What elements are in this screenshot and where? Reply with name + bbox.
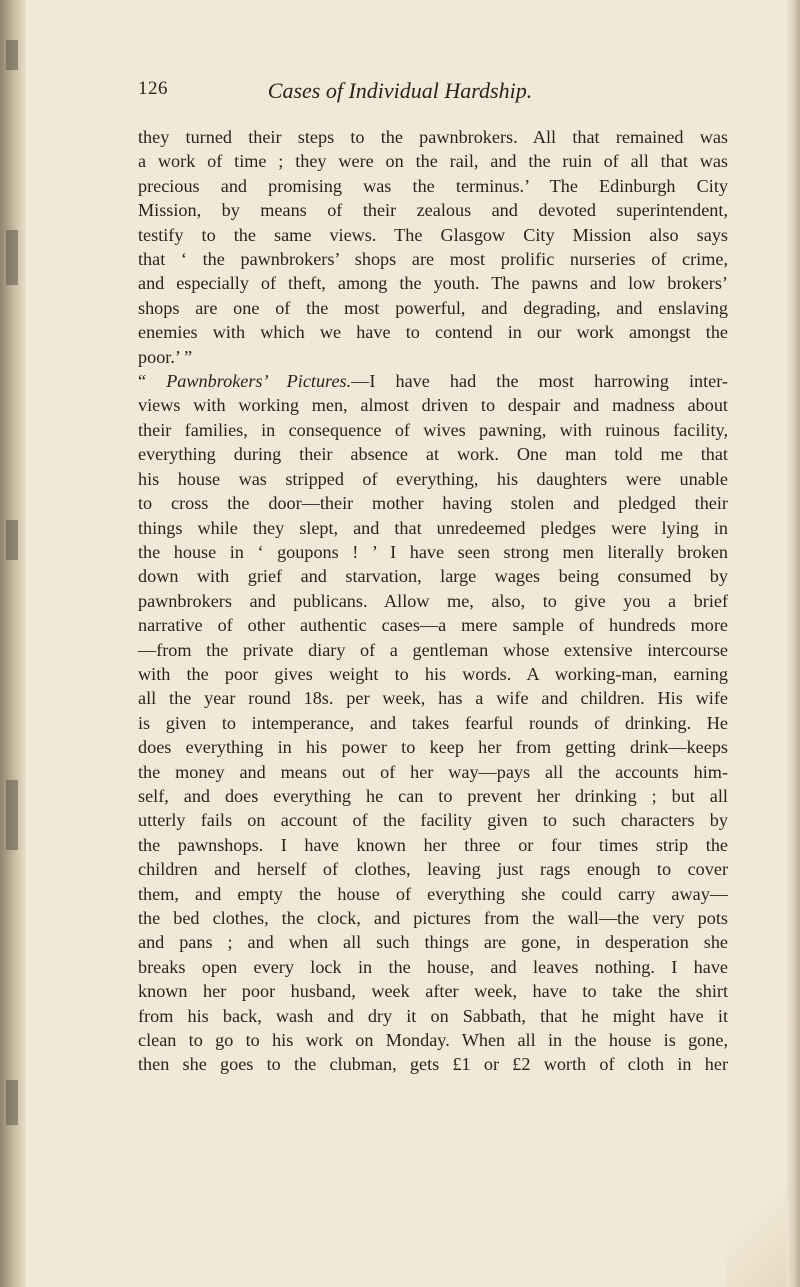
text-line: with the poor gives weight to his words. A working-man, earning (138, 663, 728, 684)
text-line: narrative of other authentic cases—a mere sample of hundreds more (138, 615, 728, 636)
spine-stain (6, 40, 18, 70)
text-line: down with grief and starvation, large wages being consumed by (138, 566, 728, 587)
body-text (138, 125, 728, 1077)
text-line: precious and promising was the terminus.’ The Edinburgh City (138, 175, 728, 196)
page-header (0, 78, 800, 108)
text-line: everything during their absence at work. One man told me that (138, 444, 728, 465)
text-line: all the year round 18s. per week, has a wife and children. His wife (138, 688, 728, 709)
text-line: pawnbrokers and publicans. Allow me, also, to give you a brief (138, 590, 728, 611)
text-line: views with working men, almost driven to despair and madness about (138, 395, 728, 416)
text-line: Mission, by means of their zealous and devoted superintendent, (138, 200, 728, 221)
text-line: testify to the same views. The Glasgow City Mission also says (138, 224, 728, 245)
text-line: breaks open every lock in the house, and leaves nothing. I have (138, 956, 728, 977)
text-line: and especially of theft, among the youth. The pawns and low brokers’ (138, 273, 728, 294)
book-spine-shadow (0, 0, 26, 1287)
spine-stain (6, 780, 18, 850)
text-line: his house was stripped of everything, his daughters were unable (138, 468, 728, 489)
text-line: is given to intemperance, and takes fearful rounds of drinking. He (138, 712, 728, 733)
page-edge-shadow (786, 0, 800, 1287)
text-line: enemies with which we have to contend in our work amongst the (138, 322, 728, 343)
spine-stain (6, 230, 18, 285)
text-line: and pans ; and when all such things are gone, in desperation she (138, 932, 728, 953)
text-line: children and herself of clothes, leaving just rags enough to cover (138, 859, 728, 880)
text-line: the bed clothes, the clock, and pictures from the wall—the very pots (138, 908, 728, 928)
text-line: their families, in consequence of wives pawning, with ruinous facility, (138, 419, 728, 440)
page-corner-stain (726, 1167, 786, 1287)
text-line: they turned their steps to the pawnbrokers. All that remained was (138, 127, 728, 147)
text-line: known her poor husband, week after week, have to take the shirt (138, 981, 728, 1002)
text-line: that ‘ the pawnbrokers’ shops are most prolific nurseries of crime, (138, 249, 728, 270)
text-line: them, and empty the house of everything she could carry away— (138, 883, 728, 904)
text-line: utterly fails on account of the facility given to such characters by (138, 810, 728, 831)
text-line: the money and means out of her way—pays all the accounts him- (138, 761, 728, 782)
text-line: does everything in his power to keep her from getting drink—keeps (138, 737, 728, 758)
spine-stain (6, 1080, 18, 1125)
text-line: —from the private diary of a gentleman whose extensive intercourse (138, 639, 728, 660)
text-line: to cross the door—their mother having stolen and pledged their (138, 493, 728, 514)
text-line: clean to go to his work on Monday. When all in the house is gone, (138, 1030, 728, 1051)
text-line: a work of time ; they were on the rail, and the ruin of all that was (138, 151, 728, 172)
text-line: the house in ‘ goupons ! ’ I have seen strong men literally broken (138, 541, 728, 562)
text-line: then she goes to the clubman, gets £1 or £2 worth of cloth in her (138, 1054, 728, 1075)
page-number: 126 (138, 78, 168, 99)
text-line: the pawnshops. I have known her three or four times strip the (138, 834, 728, 855)
text-line: “ Pawnbrokers’ Pictures.—I have had the most harrowing inter- (138, 371, 728, 392)
text-line: from his back, wash and dry it on Sabbath, that he might have it (138, 1005, 728, 1026)
running-title: Cases of Individual Hardship. (267, 78, 533, 103)
spine-stain (6, 520, 18, 560)
text-line: shops are one of the most powerful, and degrading, and enslaving (138, 297, 728, 318)
text-line: self, and does everything he can to prevent her drinking ; but all (138, 785, 728, 806)
text-line: things while they slept, and that unredeemed pledges were lying in (138, 517, 728, 538)
text-line: poor.’ ” (138, 346, 193, 367)
